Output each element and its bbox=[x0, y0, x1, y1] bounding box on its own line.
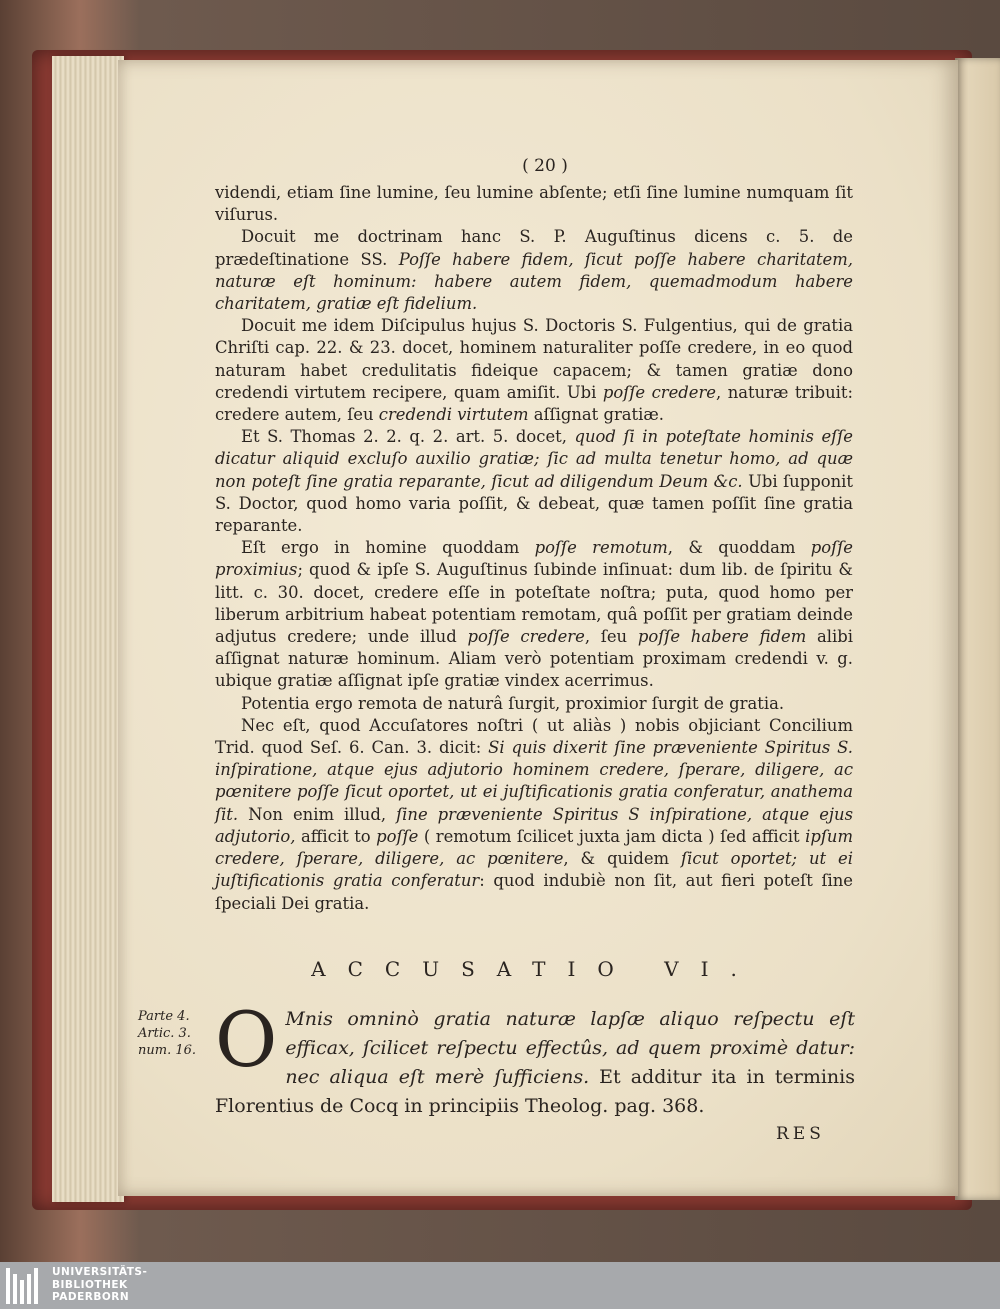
italic-text: Poſſe habere fidem, ſicut poſſe habere charitatem, naturæ eſt hominum: habere autem fidem, quemadmodum habere charitatem, gratiæ eſt fidelium. bbox=[215, 249, 853, 314]
drop-cap: O bbox=[215, 995, 278, 1084]
library-name-line: PADERBORN bbox=[52, 1291, 130, 1303]
margin-note-line: Artic. 3. bbox=[138, 1026, 191, 1041]
italic-text: ipſum credere, ſperare, diligere, ac pœnitere bbox=[215, 826, 853, 869]
paragraph bbox=[215, 715, 853, 915]
accusation-text bbox=[215, 995, 856, 1121]
italic-text: poſſe proximius bbox=[215, 538, 853, 580]
text-run: : quod indubiè non ſit, aut fieri poteſt ſine ſpeciali Dei gratia. bbox=[215, 871, 854, 913]
text-run: Et S. Thomas 2. 2. q. 2. art. 5. docet, bbox=[241, 427, 575, 447]
library-logo-icon bbox=[6, 1268, 42, 1304]
italic-text: poſſe remotum bbox=[534, 538, 668, 558]
page-edges bbox=[52, 56, 124, 1202]
paragraph bbox=[215, 537, 853, 692]
page-number: ( 20 ) bbox=[522, 156, 568, 176]
library-name-line: UNIVERSITÄTS- bbox=[52, 1266, 148, 1278]
italic-text: credendi virtutem bbox=[378, 405, 529, 425]
paragraph bbox=[215, 693, 853, 715]
italic-text: quod ſi in poteſtate hominis eſſe dicatur aliquid excluſo auxilio gratiæ; ſic ad multa tenetur homo, ad quæ non poteſt ſine gratia reparante, ſicut ad diligendum Deum &c. bbox=[215, 427, 853, 491]
text-run: , & quoddam bbox=[667, 538, 811, 558]
facing-page-edge bbox=[955, 58, 1000, 1200]
italic-text: ſine præveniente Spiritus S inſpiratione, atque ejus adjutorio, bbox=[215, 804, 853, 846]
italic-text: poſſe habere fidem bbox=[637, 627, 807, 647]
italic-text: poſſe credere bbox=[467, 627, 585, 647]
italic-text: poſſe credere bbox=[602, 382, 717, 402]
text-run: Eſt ergo in homine quoddam bbox=[241, 538, 535, 558]
text-run: ; quod & ipſe S. Auguſtinus ſubinde inſinuat: dum lib. de ſpiritu & litt. c. 30. docet, credere eſſe in poteſtate noſtra; puta, quod homo per liberum arbitrium habeat potentiam remotam, quâ poſſit per gratiam deinde adjutus credere; unde illud bbox=[215, 560, 853, 647]
text-run: Nec eſt, quod Accuſatores noſtri ( ut aliàs ) nobis objiciant Concilium Trid. quod Seſ. 6. Can. 3. dicit: bbox=[215, 715, 853, 758]
text-run: Potentia ergo remota de naturâ ſurgit, proximior ſurgit de gratia. bbox=[241, 693, 785, 713]
catchword: RES bbox=[776, 1124, 825, 1144]
italic-text: ſicut oportet; ut ei juſtificationis gratia conferatur bbox=[215, 849, 853, 891]
text-run: , naturæ tribuit: credere autem, ſeu bbox=[215, 382, 853, 425]
text-run: , ſeu bbox=[584, 627, 638, 647]
library-footer bbox=[0, 1262, 1000, 1309]
italic-text: Si quis dixerit ſine præveniente Spiritus S. inſpiratione, atque ejus adjutorio hominem credere, ſperare, diligere, ac pœnitere poſſe ſicut oportet, ut ei juſtificationis gratia conferatur, anathema ſit. bbox=[215, 738, 854, 824]
text-run: , & quidem bbox=[563, 849, 682, 869]
library-name-line: BIBLIOTHEK bbox=[52, 1278, 128, 1291]
text-run: Docuit me doctrinam hanc S. P. Auguſtinus dicens c. 5. de prædeſtinatione SS. bbox=[215, 227, 853, 269]
paragraph bbox=[215, 426, 853, 537]
paragraph bbox=[215, 182, 853, 226]
paragraph bbox=[215, 226, 853, 315]
paragraph bbox=[215, 315, 853, 426]
text-run: aſſignat gratiæ. bbox=[528, 405, 665, 425]
margin-note-line: num. 16. bbox=[138, 1043, 197, 1058]
margin-note bbox=[138, 1008, 210, 1059]
text-run: alibi aſſignat naturæ hominum. Aliam verò potentiam proximam credendi v. g. ubique gratiæ aſſignat ipſe gratiæ vindex acerrimus. bbox=[215, 627, 853, 691]
library-name bbox=[52, 1266, 147, 1304]
accusation-source: Et additur ita in terminis Florentius de Cocq in principiis Theolog. pag. 368. bbox=[215, 1066, 856, 1117]
text-run: Non enim illud, bbox=[238, 804, 397, 824]
text-run: Docuit me idem Diſcipulus hujus S. Doctoris S. Fulgentius, qui de gratia Chriſti cap. 22. & 23. docet, hominem naturaliter poſſe credere, in eo quod naturam habet credulitatis fideique capacem; & tamen gratiæ dono credendi virtutem recipere, quam amiſit. Ubi bbox=[215, 316, 853, 402]
margin-note-line: Parte 4. bbox=[138, 1009, 190, 1024]
accusation-quote: Mnis omninò gratia naturæ lapſæ aliquo reſpectu eſt efficax, ſcilicet reſpectu effectûs, ad quem proximè datur: nec aliqua eſt merè ſufficiens. bbox=[285, 1008, 855, 1088]
text-run: Ubi ſupponit S. Doctor, quod homo varia poſſit, & debeat, quæ tamen poſſit ſine gratia reparante. bbox=[215, 471, 853, 536]
text-run: ( remotum ſcilicet juxta jam dicta ) ſed afficit bbox=[418, 826, 806, 846]
text-run: afficit to bbox=[295, 826, 377, 846]
main-text bbox=[215, 182, 853, 915]
section-heading: ACCUSATIO VI. bbox=[311, 957, 759, 981]
italic-text: poſſe bbox=[376, 826, 419, 846]
text-run: videndi, etiam ſine lumine, ſeu lumine abſente; etſi ſine lumine numquam ſit viſurus. bbox=[215, 183, 853, 225]
